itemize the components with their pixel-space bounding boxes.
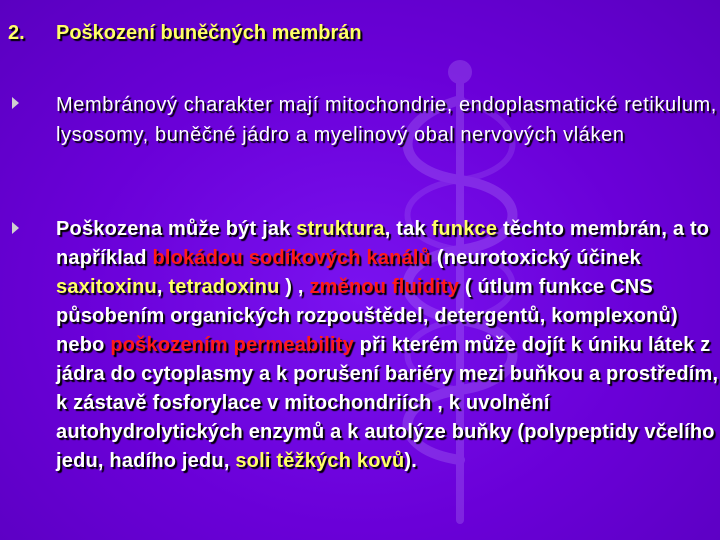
- text-segment: ) ,: [279, 276, 310, 298]
- highlighted-term: saxitoxinu: [56, 276, 157, 298]
- highlighted-term: tetradoxinu: [168, 276, 280, 298]
- text-segment: ).: [404, 450, 417, 472]
- bullet-paragraph-1: [56, 90, 720, 150]
- highlighted-term: poškozením permeability: [110, 334, 354, 356]
- text-segment: , tak: [384, 218, 432, 240]
- highlighted-term: funkce: [431, 218, 498, 240]
- text-segment: (neurotoxický účinek: [431, 247, 641, 269]
- text-segment: ,: [156, 276, 169, 298]
- text-segment: při kterém může dojít k úniku látek z jádra do cytoplasmy a k porušení bariéry mezi buňkou a prostředím, k zástavě fosforylace v mitochondriích , k uvolnění autohydrolytických enzymů a k autolýze buňky (polypeptidy včelího jedu, hadího jedu,: [56, 334, 719, 472]
- highlighted-term: soli těžkých kovů: [235, 450, 405, 472]
- text-segment: těchto membrán, a to například: [56, 218, 710, 269]
- text-segment: ( útlum funkce CNS působením organických rozpouštědel, detergentů, komplexonů) nebo: [56, 276, 678, 356]
- slide-title: Poškození buněčných membrán: [56, 22, 362, 44]
- triangle-bullet-icon: [12, 222, 19, 234]
- slide-number: 2.: [8, 22, 25, 44]
- triangle-bullet-icon: [12, 97, 19, 109]
- text-segment: Poškozena může být jak: [56, 218, 297, 240]
- bullet-paragraph-2: [56, 215, 720, 476]
- highlighted-term: změnou fluidity: [309, 276, 460, 298]
- highlighted-term: blokádou sodíkových kanálů: [152, 247, 432, 269]
- highlighted-term: struktura: [296, 218, 385, 240]
- text-segment: Membránový charakter mají mitochondrie, endoplasmatické retikulum, lysosomy, buněčné jádro a myelinový obal nervových vláken: [56, 94, 717, 146]
